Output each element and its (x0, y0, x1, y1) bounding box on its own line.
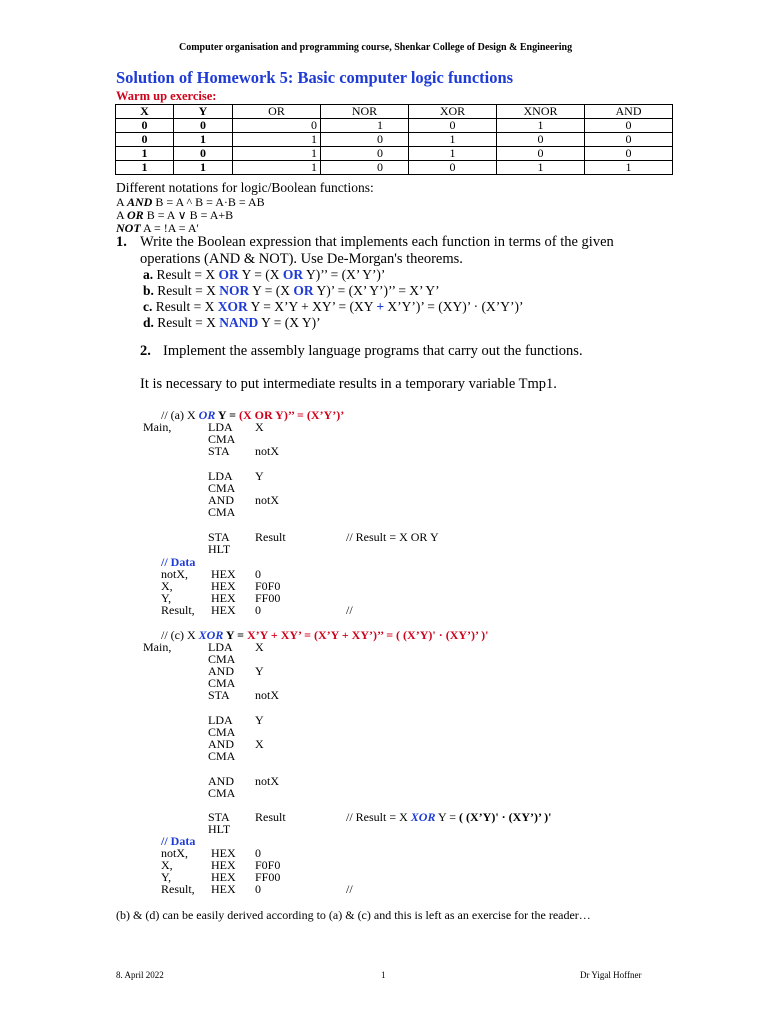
opcode: CMA (208, 676, 236, 690)
col-nor: NOR (321, 105, 409, 119)
table-cell: 0 (321, 133, 409, 147)
data-label: X, (161, 858, 173, 872)
q1-item-d (143, 315, 321, 331)
col-y: Y (174, 105, 233, 119)
expr-text: Y = (X (249, 283, 294, 298)
q1-text-line1: Write the Boolean expression that implements each function in terms of the given (140, 234, 614, 250)
table-cell: 0 (585, 133, 673, 147)
col-and: AND (585, 105, 673, 119)
opcode: CMA (208, 505, 236, 519)
data-type: HEX (211, 567, 236, 581)
data-value: 0 (255, 846, 261, 860)
col-x: X (116, 105, 174, 119)
table-cell: 1 (233, 161, 321, 175)
prog-c-main-label: Main, (143, 640, 172, 654)
table-cell: 1 (585, 161, 673, 175)
opcode: AND (208, 493, 234, 507)
opcode: LDA (208, 469, 233, 483)
opcode: HLT (208, 542, 231, 556)
expr-op: + (376, 299, 385, 314)
operand: X (255, 737, 264, 751)
opcode: AND (208, 774, 234, 788)
expr-text: X’Y’)’ = (XY)’ · (X’Y’)’ (384, 299, 524, 314)
opcode: AND (208, 664, 234, 678)
operand: notX (255, 774, 279, 788)
table-cell: 0 (497, 133, 585, 147)
notation-text: B = A ^ B = A·B = AB (152, 195, 265, 209)
col-xnor: XNOR (497, 105, 585, 119)
data-value: FF00 (255, 591, 281, 605)
table-cell: 1 (116, 147, 174, 161)
expr-text: Result = X (155, 299, 218, 314)
data-value: 0 (255, 567, 261, 581)
expr-op: OR (218, 267, 239, 282)
comment-text: // Result = X (346, 810, 411, 824)
data-value: FF00 (255, 870, 281, 884)
operand: Result (255, 530, 286, 544)
prog-a-sta-comment: // Result = X OR Y (346, 530, 439, 544)
expr-text: Result = X (157, 315, 220, 330)
data-type: HEX (211, 882, 236, 896)
q1-item-c (143, 299, 523, 315)
comment-text: // (c) X (161, 628, 199, 642)
opcode: CMA (208, 786, 236, 800)
prog-c-result-comment: // (346, 882, 353, 896)
expr-text: Y = (X (238, 267, 283, 282)
data-label: X, (161, 579, 173, 593)
table-cell: 0 (497, 147, 585, 161)
table-row (116, 161, 673, 175)
data-type: HEX (211, 591, 236, 605)
prog-c-sta-comment (346, 811, 551, 823)
prog-a-main-label: Main, (143, 420, 172, 434)
opcode: HLT (208, 822, 231, 836)
footer-page-number: 1 (381, 970, 386, 980)
comment-expr: X’Y + XY’ = (X’Y + XY’)’’ = ( (X’Y)' · (XY’)’ )' (246, 628, 489, 642)
opcode: CMA (208, 432, 236, 446)
prog-a-line (208, 543, 255, 555)
item-label: d. (143, 315, 154, 330)
data-type: HEX (211, 603, 236, 617)
q2-text: Implement the assembly language programs that carry out the functions. (163, 343, 583, 359)
operand: notX (255, 444, 279, 458)
col-xor: XOR (409, 105, 497, 119)
comment-text: Y = (223, 628, 247, 642)
page-title: Solution of Homework 5: Basic computer logic functions (116, 68, 514, 87)
table-cell: 0 (233, 119, 321, 133)
q2-note: It is necessary to put intermediate results in a temporary variable Tmp1. (140, 376, 557, 392)
operand: Result (255, 810, 286, 824)
comment-text: Y = (215, 408, 239, 422)
expr-op: OR (293, 283, 314, 298)
opcode: LDA (208, 640, 233, 654)
opcode: STA (208, 530, 230, 544)
operand: Y (255, 664, 264, 678)
notation-op: NOT (116, 221, 141, 235)
table-row (116, 147, 673, 161)
expr-text: Y = X’Y + XY’ = (XY (247, 299, 377, 314)
truth-table (115, 104, 673, 175)
opcode: LDA (208, 420, 233, 434)
table-cell: 0 (585, 147, 673, 161)
table-cell: 1 (497, 161, 585, 175)
prog-c-data-label: // Data (161, 834, 196, 848)
table-row (116, 133, 673, 147)
data-value: 0 (255, 882, 261, 896)
comment-text: // (a) X (161, 408, 199, 422)
opcode: CMA (208, 749, 236, 763)
opcode: AND (208, 737, 234, 751)
table-cell: 0 (174, 147, 233, 161)
data-value: 0 (255, 603, 261, 617)
comment-expr: (X OR Y)’’ = (X’Y’)’ (238, 408, 345, 422)
prog-a-line (208, 506, 255, 518)
expr-text: Result = X (156, 267, 219, 282)
table-cell: 0 (585, 119, 673, 133)
comment-text: Y = (435, 810, 460, 824)
table-cell: 0 (116, 133, 174, 147)
comment-op: OR (198, 408, 216, 422)
comment-op: XOR (198, 628, 224, 642)
data-label: Y, (161, 591, 172, 605)
table-cell: 0 (409, 119, 497, 133)
opcode: CMA (208, 652, 236, 666)
table-header-row (116, 105, 673, 119)
table-cell: 1 (233, 133, 321, 147)
page-header: Computer organisation and programming course, Shenkar College of Design & Engineering (179, 42, 573, 53)
prog-c-data-row (161, 883, 261, 895)
notation-text: B = A ∨ B = A+B (143, 208, 234, 222)
expr-text: Y = (X Y)’ (258, 315, 321, 330)
data-label: notX, (161, 567, 188, 581)
table-cell: 0 (409, 161, 497, 175)
footer-date: 8. April 2022 (116, 970, 164, 980)
q1-text-line2: operations (AND & NOT). Use De-Morgan's theorems. (140, 251, 463, 267)
table-cell: 1 (321, 119, 409, 133)
data-label: notX, (161, 846, 188, 860)
table-cell: 1 (233, 147, 321, 161)
expr-op: NAND (219, 315, 259, 330)
opcode: STA (208, 810, 230, 824)
expr-op: XOR (217, 299, 248, 314)
prog-c-line (208, 823, 255, 835)
closing-note: (b) & (d) can be easily derived according to (a) & (c) and this is left as an exercise for the reader… (116, 908, 591, 922)
prog-a-line (208, 445, 279, 457)
col-or: OR (233, 105, 321, 119)
data-type: HEX (211, 846, 236, 860)
operand: Y (255, 469, 264, 483)
item-label: a. (143, 267, 154, 282)
table-cell: 0 (116, 119, 174, 133)
item-label: b. (143, 283, 154, 298)
table-cell: 0 (321, 147, 409, 161)
operand: X (255, 420, 264, 434)
table-cell: 0 (321, 161, 409, 175)
operand: Y (255, 713, 264, 727)
prog-c-line (208, 750, 255, 762)
table-cell: 1 (497, 119, 585, 133)
prog-a-data-label: // Data (161, 555, 196, 569)
expr-text: Result = X (157, 283, 220, 298)
expr-op: OR (282, 267, 304, 282)
table-cell: 1 (116, 161, 174, 175)
expr-op: NOR (219, 283, 250, 298)
data-value: F0F0 (255, 858, 281, 872)
notation-op: AND (127, 195, 153, 209)
q2-number: 2. (140, 343, 151, 359)
opcode: STA (208, 444, 230, 458)
prog-a-data-row (161, 604, 261, 616)
prog-c-line (208, 787, 255, 799)
footer-author: Dr Yigal Hoffner (580, 970, 642, 980)
item-label: c. (143, 299, 153, 314)
q1-item-b (143, 283, 440, 299)
notation-var: A (116, 195, 128, 209)
data-label: Y, (161, 870, 172, 884)
operand: notX (255, 493, 279, 507)
comment-expr: ( (X’Y)' · (XY’)’ )' (459, 810, 552, 824)
data-type: HEX (211, 858, 236, 872)
table-cell: 1 (174, 133, 233, 147)
table-cell: 0 (174, 119, 233, 133)
notation-op: OR (127, 208, 144, 222)
data-type: HEX (211, 870, 236, 884)
operand: notX (255, 688, 279, 702)
notation-text: A = !A = A' (140, 221, 199, 235)
prog-a-result-comment: // (346, 603, 353, 617)
opcode: CMA (208, 725, 236, 739)
table-cell: 1 (409, 147, 497, 161)
data-label: Result, (161, 603, 195, 617)
opcode: CMA (208, 481, 236, 495)
data-value: F0F0 (255, 579, 281, 593)
q1-item-a (143, 267, 385, 283)
table-cell: 1 (174, 161, 233, 175)
operand: X (255, 640, 264, 654)
opcode: STA (208, 688, 230, 702)
table-cell: 1 (409, 133, 497, 147)
warmup-heading: Warm up exercise: (116, 89, 217, 103)
expr-text: Y)’ = (X’ Y’)’’ = X’ Y’ (313, 283, 440, 298)
prog-c-line (208, 689, 279, 701)
data-type: HEX (211, 579, 236, 593)
expr-text: Y)’’ = (X’ Y’)’ (303, 267, 386, 282)
opcode: LDA (208, 713, 233, 727)
notation-var: A (116, 208, 128, 222)
comment-op: XOR (410, 810, 436, 824)
notations-heading: Different notations for logic/Boolean functions: (116, 180, 374, 195)
q1-number: 1. (116, 234, 127, 250)
data-label: Result, (161, 882, 195, 896)
table-row (116, 119, 673, 133)
